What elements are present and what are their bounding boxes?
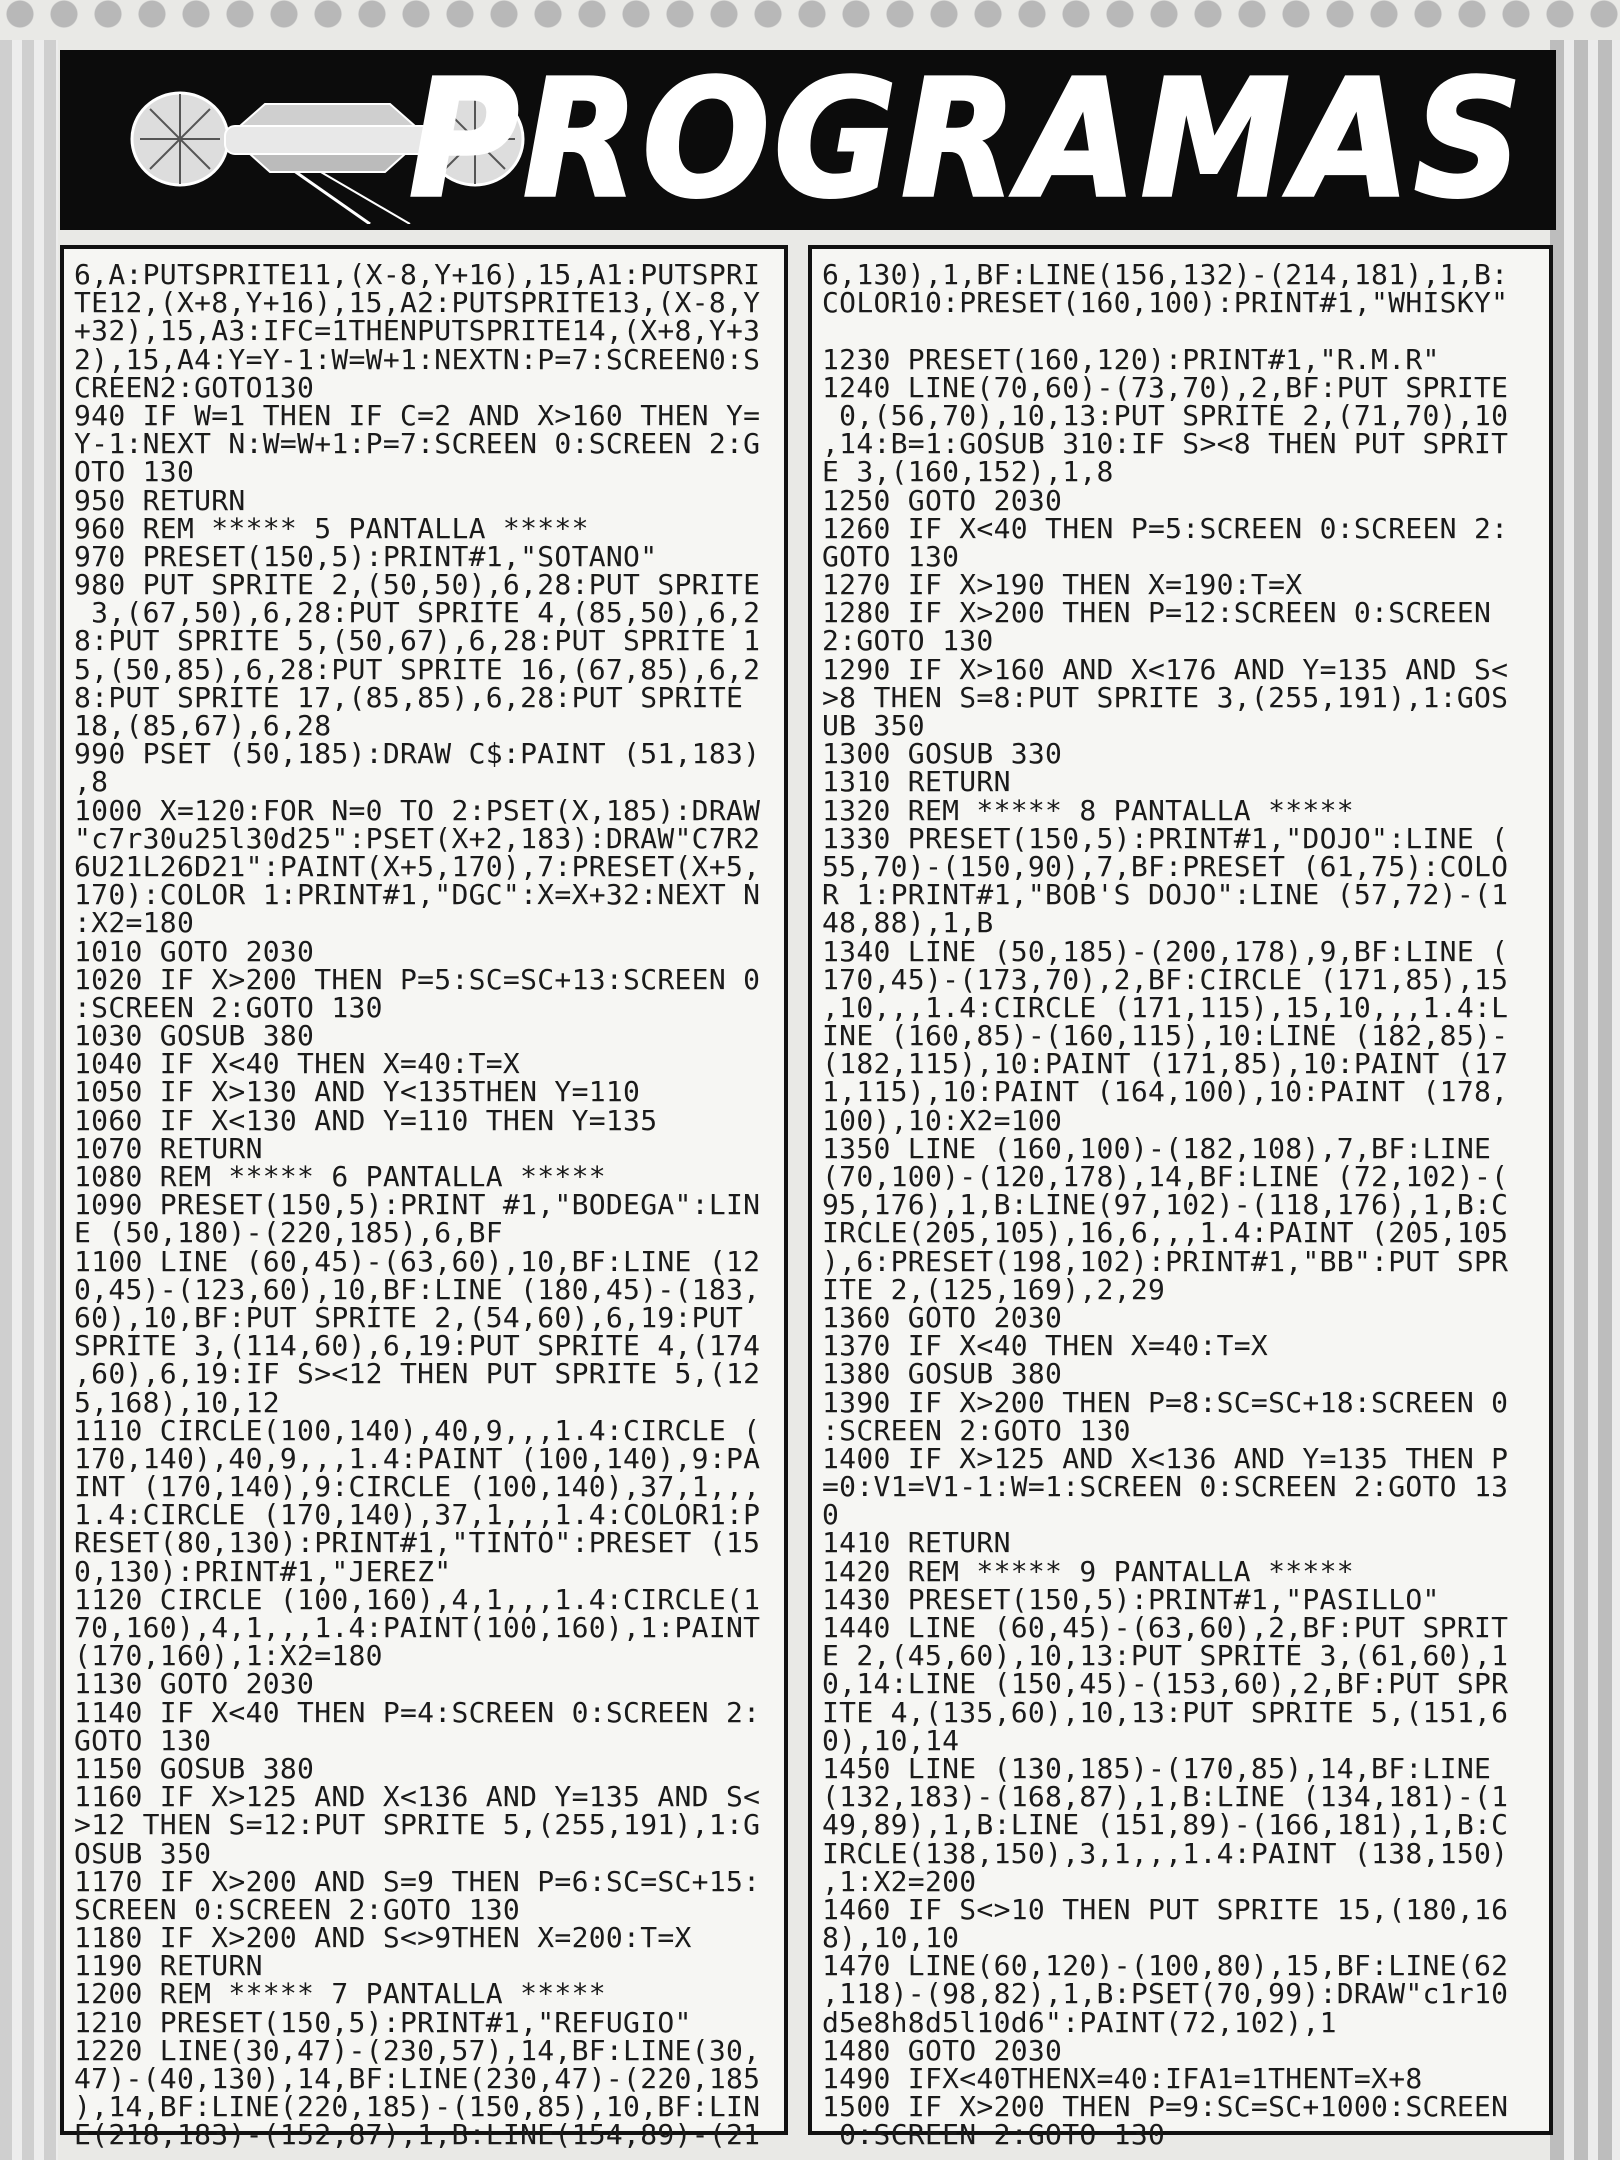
- code-line: 60),10,BF:PUT SPRITE 2,(54,60),6,19:PUT: [74, 1300, 744, 1334]
- code-line: 1080 REM ***** 6 PANTALLA *****: [74, 1160, 606, 1193]
- code-line: 8),10,10: [822, 1921, 960, 1955]
- code-line: 1420 REM ***** 9 PANTALLA *****: [822, 1554, 1354, 1588]
- code-line: 1330 PRESET(150,5):PRINT#1,"DOJO":LINE (: [822, 821, 1509, 855]
- code-line: 1270 IF X>190 THEN X=190:T=X: [822, 568, 1303, 602]
- code-line: 8:PUT SPRITE 5,(50,67),6,28:PUT SPRITE 1: [74, 624, 761, 658]
- page-title: PROGRAMAS: [408, 46, 1526, 234]
- code-line: 5,(50,85),6,28:PUT SPRITE 16,(67,85),6,2: [74, 652, 761, 686]
- code-line: ITE 4,(135,60),10,13:PUT SPRITE 5,(151,6: [822, 1695, 1509, 1729]
- code-line: 1450 LINE (130,185)-(170,85),14,BF:LINE: [822, 1751, 1492, 1785]
- code-line: 1180 IF X>200 AND S<>9THEN X=200:T=X: [74, 1921, 692, 1955]
- code-line: R 1:PRINT#1,"BOB'S DOJO":LINE (57,72)-(1: [822, 878, 1509, 912]
- code-line: 1070 RETURN: [74, 1131, 263, 1165]
- listing-column-right: [808, 245, 1553, 2152]
- code-line: 1120 CIRCLE (100,160),4,1,,,1.4:CIRCLE(1: [74, 1582, 761, 1616]
- code-line: "c7r30u25l30d25":PSET(X+2,183):DRAW"C7R2: [74, 821, 761, 855]
- code-line: 990 PSET (50,185):DRAW C$:PAINT (51,183): [74, 737, 761, 771]
- code-line: 1460 IF S<>10 THEN PUT SPRITE 15,(180,16: [822, 1892, 1509, 1926]
- code-line: 950 RETURN: [74, 483, 246, 517]
- code-line: 55,70)-(150,90),7,BF:PRESET (61,75):COLO: [822, 849, 1509, 883]
- code-line: SCREEN 0:SCREEN 2:GOTO 130: [74, 1892, 521, 1926]
- code-line: 0),10,14: [822, 1723, 960, 1757]
- code-line: 1230 PRESET(160,120):PRINT#1,"R.M.R": [822, 342, 1440, 376]
- code-line: 1110 CIRCLE(100,140),40,9,,,1.4:CIRCLE (: [74, 1413, 761, 1447]
- code-line: 1280 IF X>200 THEN P=12:SCREEN 0:SCREEN: [822, 596, 1492, 630]
- code-line: 1000 X=120:FOR N=0 TO 2:PSET(X,185):DRAW: [74, 793, 761, 827]
- code-line: SPRITE 3,(114,60),6,19:PUT SPRITE 4,(174: [74, 1329, 761, 1363]
- code-line: 1130 GOTO 2030: [74, 1667, 315, 1701]
- code-line: 18,(85,67),6,28: [74, 709, 332, 742]
- code-line: 3,(67,50),6,28:PUT SPRITE 4,(85,50),6,2: [74, 596, 761, 630]
- code-line: 1,115),10:PAINT (164,100),10:PAINT (178,: [822, 1075, 1509, 1109]
- decorative-stripes-right: [1550, 40, 1620, 2160]
- code-line: 170):COLOR 1:PRINT#1,"DGC":X=X+32:NEXT N: [74, 878, 761, 912]
- code-line: ,118)-(98,82),1,B:PSET(70,99):DRAW"c1r10: [822, 1977, 1509, 2011]
- code-line: 49,89),1,B:LINE (151,89)-(166,181),1,B:C: [822, 1808, 1509, 1842]
- code-line: COLOR10:PRESET(160,100):PRINT#1,"WHISKY": [822, 286, 1509, 320]
- code-line: 1160 IF X>125 AND X<136 AND Y=135 AND S<: [74, 1780, 761, 1814]
- code-line: 1480 GOTO 2030: [822, 2033, 1063, 2067]
- code-line: 1440 LINE (60,45)-(63,60),2,BF:PUT SPRIT: [822, 1611, 1509, 1644]
- code-line: 8:PUT SPRITE 17,(85,85),6,28:PUT SPRITE: [74, 680, 744, 714]
- code-line: 5,168),10,12: [74, 1385, 280, 1419]
- code-line: 1320 REM ***** 8 PANTALLA *****: [822, 793, 1354, 827]
- code-line: (70,100)-(120,178),14,BF:LINE (72,102)-(: [822, 1160, 1509, 1193]
- code-line: ,8: [74, 765, 109, 799]
- code-line: OTO 130: [74, 455, 195, 489]
- code-line: 1210 PRESET(150,5):PRINT#1,"REFUGIO": [74, 2005, 692, 2039]
- code-line: 1170 IF X>200 AND S=9 THEN P=6:SC=SC+15:: [74, 1864, 761, 1898]
- code-line: :SCREEN 2:GOTO 130: [74, 990, 383, 1024]
- code-line: (132,183)-(168,87),1,B:LINE (134,181)-(1: [822, 1780, 1509, 1814]
- code-line: 1260 IF X<40 THEN P=5:SCREEN 0:SCREEN 2:: [822, 511, 1509, 545]
- code-line: 1310 RETURN: [822, 765, 1011, 799]
- code-line: 1360 GOTO 2030: [822, 1300, 1063, 1334]
- code-line: =0:V1=V1-1:W=1:SCREEN 0:SCREEN 2:GOTO 13: [822, 1470, 1509, 1504]
- code-line: 1040 IF X<40 THEN X=40:T=X: [74, 1047, 521, 1081]
- code-line: ,10,,,1.4:CIRCLE (171,115),15,10,,,1.4:L: [822, 990, 1509, 1024]
- code-line: 1030 GOSUB 380: [74, 1019, 315, 1053]
- code-line: 1500 IF X>200 THEN P=9:SC=SC+1000:SCREEN: [822, 2090, 1509, 2124]
- code-line: 1010 GOTO 2030: [74, 934, 315, 968]
- code-line: :SCREEN 2:GOTO 130: [822, 1413, 1131, 1447]
- code-line: UB 350: [822, 709, 925, 742]
- code-line: ,60),6,19:IF S><12 THEN PUT SPRITE 5,(12: [74, 1357, 761, 1391]
- code-line: 1350 LINE (160,100)-(182,108),7,BF:LINE: [822, 1131, 1492, 1165]
- code-line: 1190 RETURN: [74, 1949, 263, 1983]
- code-line: 1430 PRESET(150,5):PRINT#1,"PASILLO": [822, 1582, 1440, 1616]
- code-line: ,1:X2=200: [822, 1864, 977, 1898]
- code-line: 1240 LINE(70,60)-(73,70),2,BF:PUT SPRITE: [822, 370, 1509, 404]
- code-line: >12 THEN S=12:PUT SPRITE 5,(255,191),1:G: [74, 1808, 761, 1842]
- code-line: [822, 317, 1549, 345]
- code-line: 48,88),1,B: [822, 906, 994, 940]
- code-line: 1250 GOTO 2030: [822, 483, 1063, 517]
- code-line: 1380 GOSUB 380: [822, 1357, 1063, 1391]
- code-line: 2:GOTO 130: [822, 624, 994, 658]
- code-line: 1340 LINE (50,185)-(200,178),9,BF:LINE (: [822, 934, 1509, 968]
- code-line: ),6:PRESET(198,102):PRINT#1,"BB":PUT SPR: [822, 1244, 1509, 1278]
- code-line: 1370 IF X<40 THEN X=40:T=X: [822, 1329, 1269, 1363]
- code-line: :X2=180: [74, 906, 195, 940]
- code-line: OSUB 350: [74, 1836, 212, 1870]
- code-line: 0:SCREEN 2:GOTO 130: [822, 2118, 1166, 2152]
- code-line: 170,45)-(173,70),2,BF:CIRCLE (171,85),15: [822, 962, 1509, 996]
- code-line: d5e8h8d5l10d6":PAINT(72,102),1: [822, 2005, 1337, 2039]
- decorative-dot-border: [0, 0, 1620, 36]
- code-line: 1090 PRESET(150,5):PRINT #1,"BODEGA":LIN: [74, 1188, 761, 1222]
- code-line: 0,130):PRINT#1,"JEREZ": [74, 1554, 452, 1588]
- code-line: 170,140),40,9,,,1.4:PAINT (100,140),9:PA: [74, 1441, 761, 1475]
- code-line: >8 THEN S=8:PUT SPRITE 3,(255,191),1:GOS: [822, 680, 1509, 714]
- code-line: 1050 IF X>130 AND Y<135THEN Y=110: [74, 1075, 641, 1109]
- code-line: +32),15,A3:IFC=1THENPUTSPRITE14,(X+8,Y+3: [74, 314, 761, 348]
- code-line: Y-1:NEXT N:W=W+1:P=7:SCREEN 0:SCREEN 2:G: [74, 427, 761, 461]
- code-line: 1200 REM ***** 7 PANTALLA *****: [74, 1977, 606, 2011]
- code-line: 0: [822, 1498, 840, 1532]
- code-line: E(218,183)-(152,87),1,B:LINE(154,89)-(21: [74, 2118, 761, 2152]
- code-line: 100),10:X2=100: [822, 1103, 1063, 1137]
- code-line: 980 PUT SPRITE 2,(50,50),6,28:PUT SPRITE: [74, 568, 761, 602]
- code-line: INT (170,140),9:CIRCLE (100,140),37,1,,,: [74, 1470, 761, 1504]
- code-line: 1300 GOSUB 330: [822, 737, 1063, 771]
- code-line: ),14,BF:LINE(220,185)-(150,85),10,BF:LIN: [74, 2090, 761, 2124]
- listing-column-left: [60, 245, 788, 2152]
- code-line: 1400 IF X>125 AND X<136 AND Y=135 THEN P: [822, 1441, 1509, 1475]
- code-line: 0,(56,70),10,13:PUT SPRITE 2,(71,70),10: [822, 398, 1509, 432]
- code-line: ITE 2,(125,169),2,29: [822, 1272, 1166, 1306]
- code-line: ,14:B=1:GOSUB 310:IF S><8 THEN PUT SPRIT: [822, 427, 1509, 461]
- code-line: 6,A:PUTSPRITE11,(X-8,Y+16),15,A1:PUTSPRI: [74, 258, 761, 291]
- code-line: 1490 IFX<40THENX=40:IFA1=1THENT=X+8: [822, 2062, 1423, 2095]
- code-line: CREEN2:GOTO130: [74, 370, 315, 404]
- code-line: E 3,(160,152),1,8: [822, 455, 1114, 489]
- code-line: TE12,(X+8,Y+16),15,A2:PUTSPRITE13,(X-8,Y: [74, 286, 761, 320]
- code-line: (182,115),10:PAINT (171,85),10:PAINT (17: [822, 1047, 1509, 1081]
- code-line: 1020 IF X>200 THEN P=5:SC=SC+13:SCREEN 0: [74, 962, 761, 996]
- code-line: 1470 LINE(60,120)-(100,80),15,BF:LINE(62: [822, 1949, 1509, 1983]
- code-line: 1150 GOSUB 380: [74, 1751, 315, 1785]
- code-line: 1140 IF X<40 THEN P=4:SCREEN 0:SCREEN 2:: [74, 1695, 761, 1729]
- code-line: GOTO 130: [74, 1723, 212, 1757]
- code-line: IRCLE(138,150),3,1,,,1.4:PAINT (138,150): [822, 1836, 1509, 1870]
- code-line: (170,160),1:X2=180: [74, 1639, 383, 1673]
- code-line: 970 PRESET(150,5):PRINT#1,"SOTANO": [74, 539, 658, 573]
- section-header-banner: [60, 46, 1556, 234]
- code-line: 1100 LINE (60,45)-(63,60),10,BF:LINE (12: [74, 1244, 761, 1278]
- code-line: E 2,(45,60),10,13:PUT SPRITE 3,(61,60),1: [822, 1639, 1509, 1673]
- code-line: 1060 IF X<130 AND Y=110 THEN Y=135: [74, 1103, 658, 1137]
- code-line: 0,45)-(123,60),10,BF:LINE (180,45)-(183,: [74, 1272, 761, 1306]
- code-line: 2),15,A4:Y=Y-1:W=W+1:NEXTN:P=7:SCREEN0:S: [74, 342, 761, 376]
- code-line: 0,14:LINE (150,45)-(153,60),2,BF:PUT SPR: [822, 1667, 1509, 1701]
- code-line: INE (160,85)-(160,115),10:LINE (182,85)-: [822, 1019, 1509, 1053]
- code-line: 95,176),1,B:LINE(97,102)-(118,176),1,B:C: [822, 1188, 1509, 1222]
- code-line: 1220 LINE(30,47)-(230,57),14,BF:LINE(30,: [74, 2033, 761, 2067]
- code-line: 960 REM ***** 5 PANTALLA *****: [74, 511, 589, 545]
- code-line: 6,130),1,BF:LINE(156,132)-(214,181),1,B:: [822, 258, 1509, 291]
- code-line: 70,160),4,1,,,1.4:PAINT(100,160),1:PAINT: [74, 1611, 761, 1644]
- code-line: 1.4:CIRCLE (170,140),37,1,,,1.4:COLOR1:P: [74, 1498, 761, 1532]
- decorative-stripes-left: [0, 40, 58, 2160]
- code-line: E (50,180)-(220,185),6,BF: [74, 1216, 503, 1250]
- code-line: 1390 IF X>200 THEN P=8:SC=SC+18:SCREEN 0: [822, 1385, 1509, 1419]
- code-line: 940 IF W=1 THEN IF C=2 AND X>160 THEN Y=: [74, 398, 761, 432]
- code-line: IRCLE(205,105),16,6,,,1.4:PAINT (205,105: [822, 1216, 1509, 1250]
- code-line: 6U21L26D21":PAINT(X+5,170),7:PRESET(X+5,: [74, 849, 761, 883]
- code-line: 1290 IF X>160 AND X<176 AND Y=135 AND S<: [822, 652, 1509, 686]
- code-line: 47)-(40,130),14,BF:LINE(230,47)-(220,185: [74, 2062, 761, 2095]
- code-line: 1410 RETURN: [822, 1526, 1011, 1560]
- code-line: RESET(80,130):PRINT#1,"TINTO":PRESET (15: [74, 1526, 761, 1560]
- code-line: GOTO 130: [822, 539, 960, 573]
